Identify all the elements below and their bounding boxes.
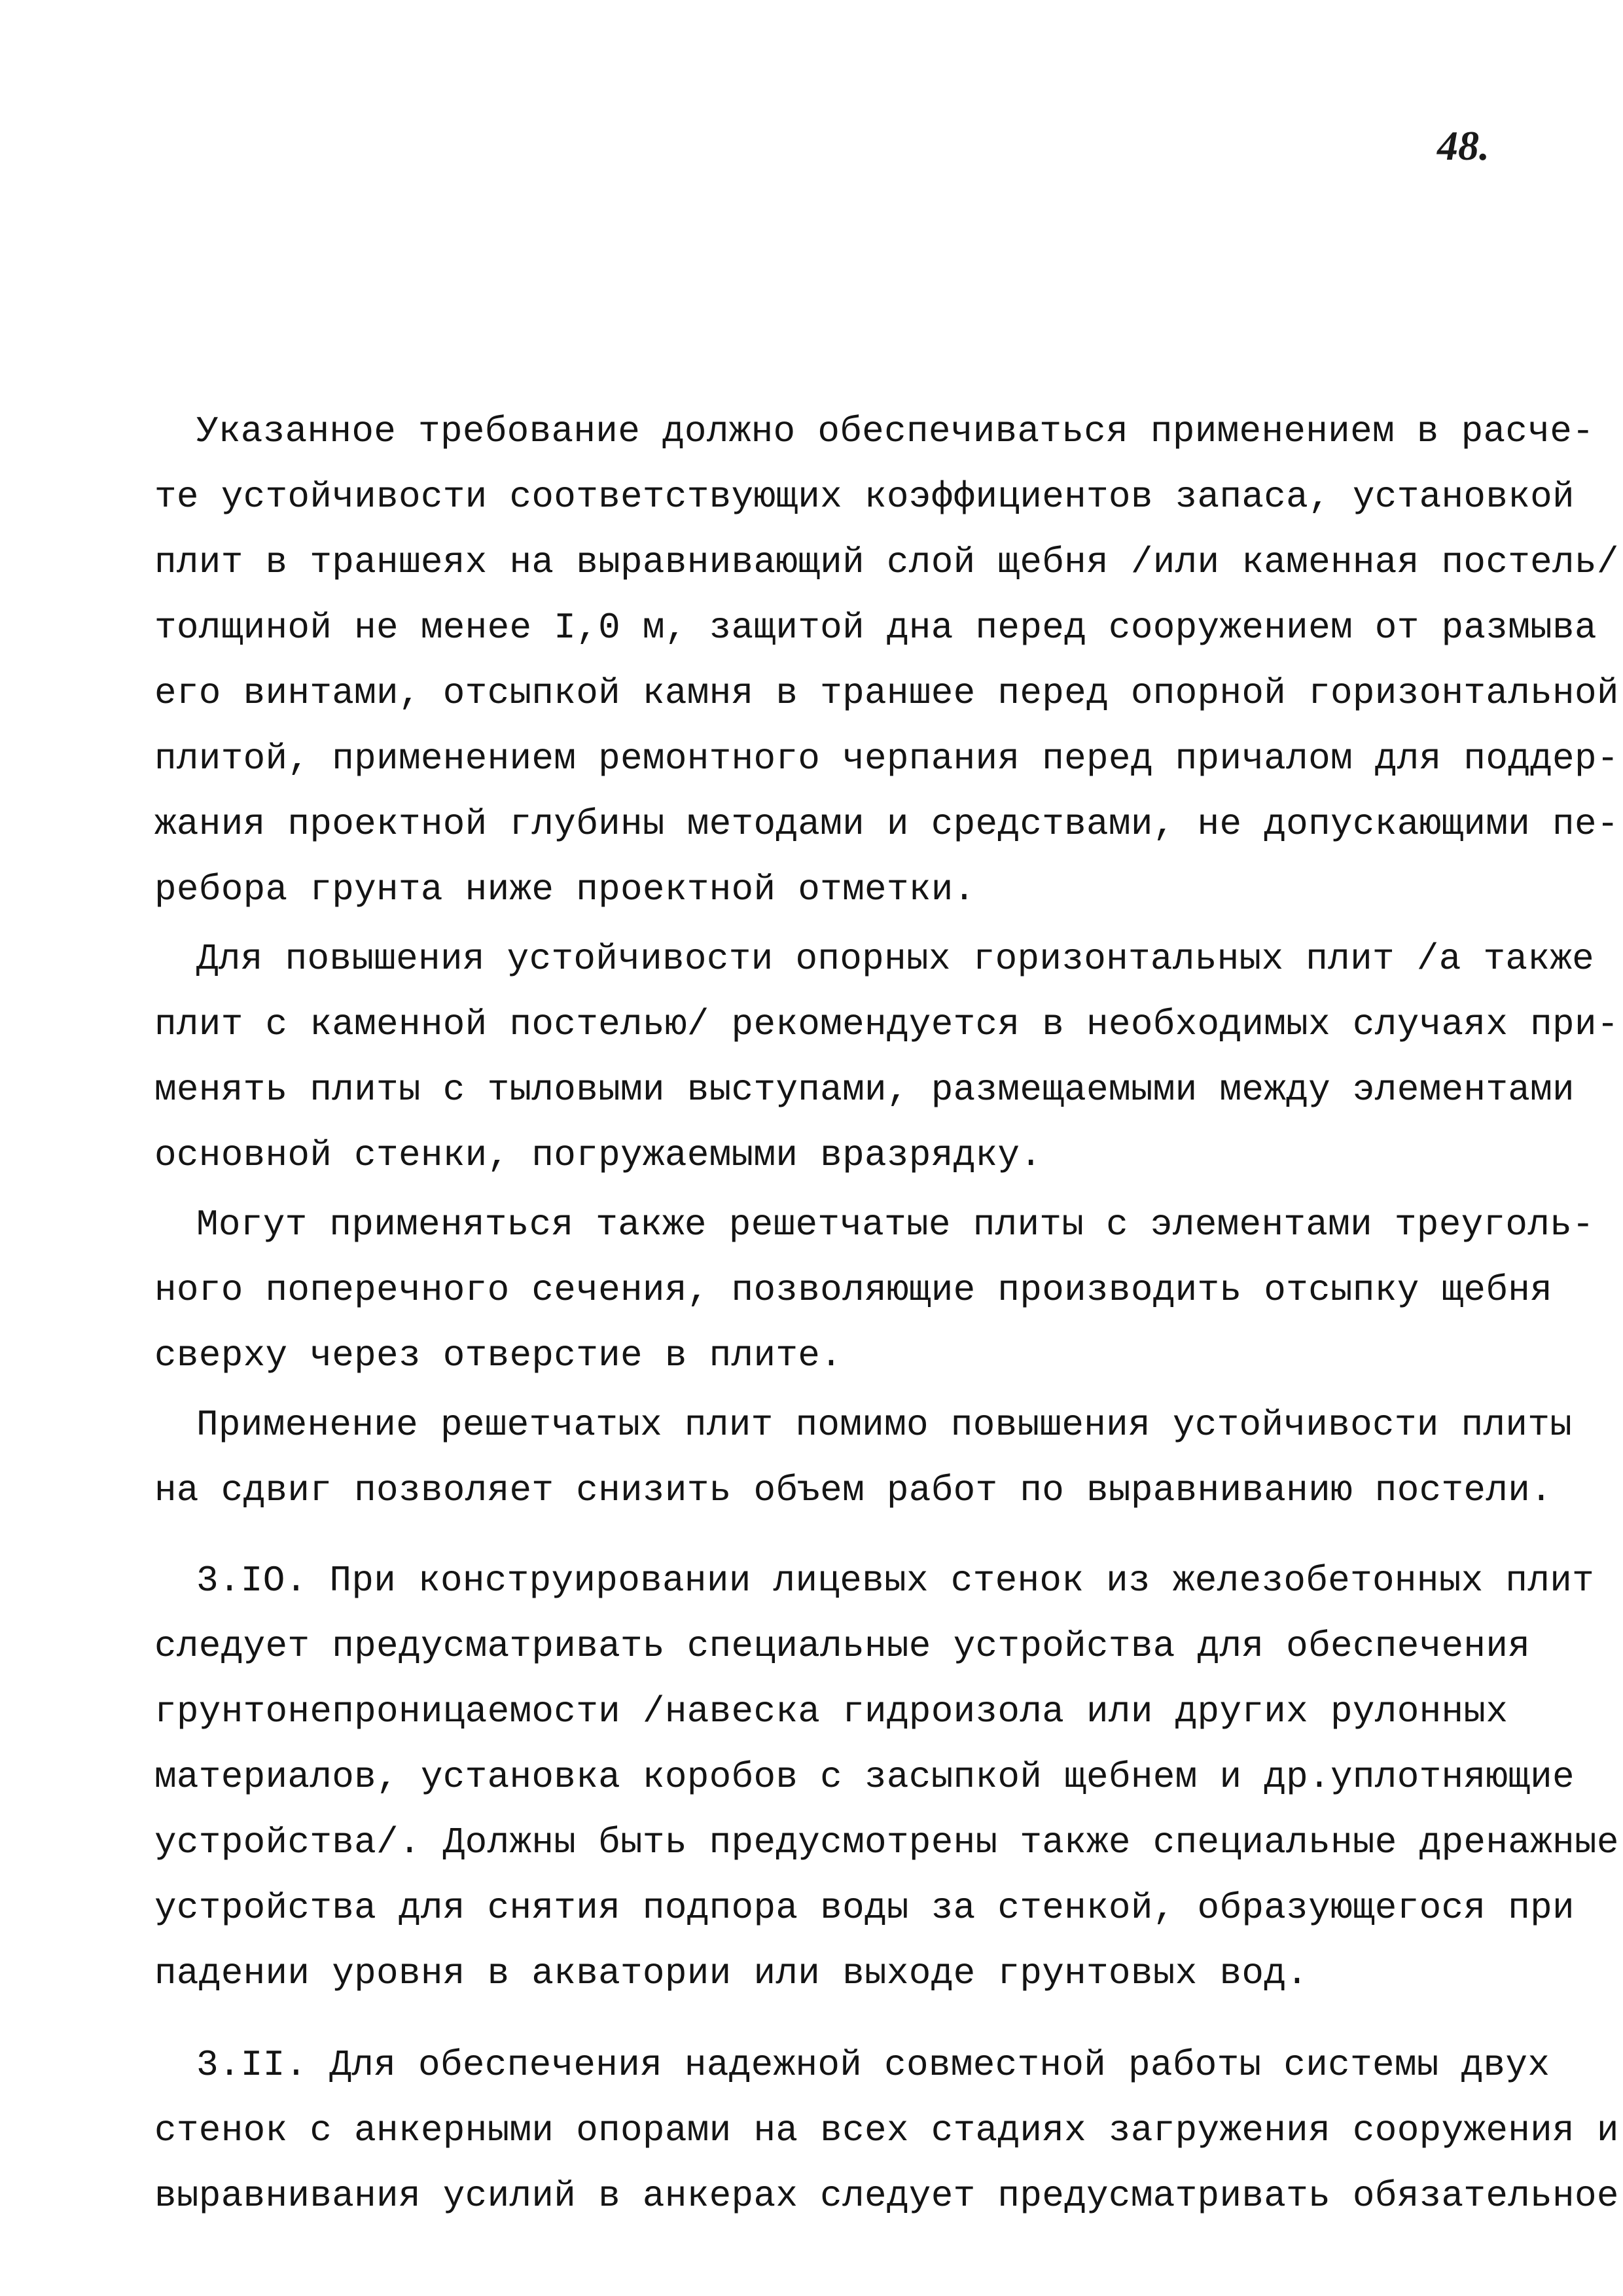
text-line: ного поперечного сечения, позволяющие производить отсыпку щебня: [154, 1269, 1553, 1311]
text-line: материалов, установка коробов с засыпкой щебнем и др.уплотняющие: [154, 1756, 1575, 1798]
page-number: 48.: [1437, 122, 1489, 169]
text-line: плит в траншеях на выравнивающий слой щебня /или каменная постель/: [154, 541, 1619, 583]
text-line: плит с каменной постелью/ рекомендуется в необходимых случаях при-: [154, 1003, 1619, 1045]
text-line: Для повышения устойчивости опорных горизонтальных плит /а также: [196, 938, 1595, 980]
text-line: толщиной не менее I,0 м, защитой дна перед сооружением от размыва: [154, 607, 1597, 649]
text-line: следует предусматривать специальные устройства для обеспечения: [154, 1625, 1531, 1667]
text-line: стенок с анкерными опорами на всех стадиях загружения сооружения и: [154, 2109, 1619, 2151]
text-line: плитой, применением ремонтного черпания перед причалом для поддер-: [154, 738, 1619, 780]
text-line: Могут применяться также решетчатые плиты с элементами треуголь-: [196, 1204, 1595, 1246]
text-line: устройства для снятия подпора воды за стенкой, образующегося при: [154, 1887, 1575, 1929]
text-line: 3.II. Для обеспечения надежной совместной работы системы двух: [196, 2044, 1550, 2086]
text-line: его винтами, отсыпкой камня в траншее перед опорной горизонтальной: [154, 672, 1619, 714]
text-line: Указанное требование должно обеспечиваться применением в расче-: [196, 410, 1595, 452]
text-line: выравнивания усилий в анкерах следует предусматривать обязательное: [154, 2175, 1619, 2217]
text-line: падении уровня в акватории или выходе грунтовых вод.: [154, 1952, 1309, 1994]
text-line: на сдвиг позволяет снизить объем работ по выравниванию постели.: [154, 1469, 1553, 1511]
text-line: основной стенки, погружаемыми вразрядку.: [154, 1134, 1043, 1176]
text-line: Применение решетчатых плит помимо повышения устойчивости плиты: [196, 1404, 1573, 1446]
text-line: сверху через отверстие в плите.: [154, 1335, 843, 1376]
text-line: менять плиты с тыловыми выступами, размещаемыми между элементами: [154, 1069, 1575, 1111]
text-line: грунтонепроницаемости /навеска гидроизола или других рулонных: [154, 1691, 1508, 1732]
text-line: жания проектной глубины методами и средствами, не допускающими пе-: [154, 803, 1619, 845]
text-line: те устойчивости соответствующих коэффициентов запаса, установкой: [154, 476, 1575, 518]
text-line: устройства/. Должны быть предусмотрены также специальные дренажные: [154, 1821, 1619, 1863]
text-line: ребора грунта ниже проектной отметки.: [154, 869, 976, 910]
text-line: 3.IO. При конструировании лицевых стенок из железобетонных плит: [196, 1560, 1595, 1602]
